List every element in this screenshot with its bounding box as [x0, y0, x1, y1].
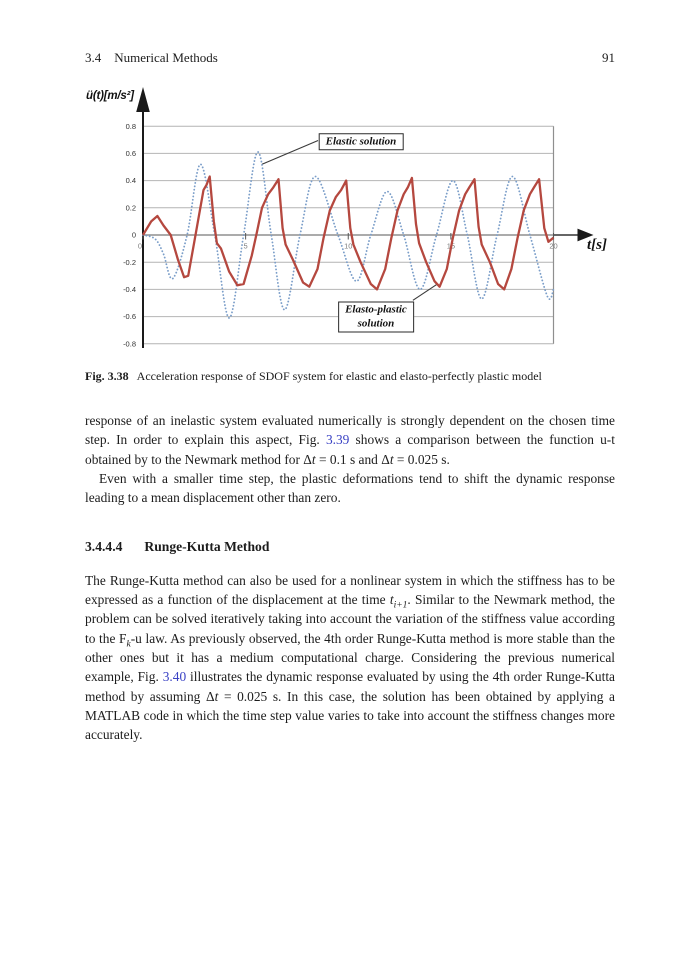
figure-reference-link[interactable]: 3.39: [325, 432, 350, 448]
x-axis-label: t[s]: [587, 237, 607, 253]
page-number: 91: [602, 50, 615, 65]
text-run: response of an inelastic system evaluated numerically is strongly dependent on the chosen time step. In order to explain this aspect, Fig.: [85, 413, 615, 448]
x-tick-label: 20: [549, 241, 558, 251]
figure-reference-link[interactable]: 3.40: [162, 669, 187, 685]
text-run: = 0.1 s and Δ: [315, 451, 390, 467]
x-tick-label: 10: [344, 241, 353, 251]
y-axis-arrow-icon: [136, 87, 150, 112]
figure-3-38-chart: [0, 85, 700, 385]
paragraph-group: [85, 411, 615, 507]
text-run: . Similar to the Newmark method, the problem can be solved iteratively taking into account the variation of the stiffness value according to the F: [85, 592, 615, 646]
y-axis-label: ü(t)[m/s²]: [86, 90, 134, 102]
annotation-pointer-line: [262, 140, 318, 164]
text-run: The Runge-Kutta method can also be used for a nonlinear system in which the stiffness has to be expressed as a function of the displacement at the time: [85, 572, 615, 608]
paragraph: [85, 571, 615, 745]
math-variable: t: [389, 451, 394, 467]
running-head: [85, 50, 615, 66]
body-text: [85, 411, 615, 744]
y-tick-label: -0.4: [123, 285, 136, 294]
figure-caption-text: Acceleration response of SDOF system for elastic and elasto-perfectly plastic model: [136, 369, 542, 383]
y-tick-label: -0.6: [123, 312, 136, 322]
x-tick-label: 0: [137, 241, 143, 251]
text-run: Even with a smaller time step, the plastic deformations tend to shift the dynamic response leading to a mean displacement other than zero.: [85, 470, 615, 506]
text-run: = 0.025 s.: [393, 451, 450, 467]
x-tick-label: 5: [243, 241, 248, 251]
section-number: 3.4: [85, 50, 102, 65]
paragraph-group: [85, 571, 615, 745]
annotation-text-line: solution: [357, 317, 395, 330]
paragraph: [85, 411, 615, 469]
section-heading: [85, 537, 615, 556]
math-variable: t: [214, 688, 219, 704]
math-variable: t: [311, 451, 316, 467]
chart-canvas: [0, 85, 700, 385]
math-subscript: i+1: [393, 600, 408, 611]
x-tick-label: 15: [446, 241, 456, 251]
section-heading-title: Runge-Kutta Method: [144, 539, 270, 555]
y-tick-label: -0.2: [123, 257, 136, 267]
y-tick-label: 0.4: [125, 176, 136, 186]
section-heading-number: 3.4.4.4: [85, 539, 123, 555]
y-tick-label: -0.8: [123, 339, 136, 349]
y-tick-label: 0.6: [125, 149, 136, 158]
chart-annotation-elastic-solution: [319, 133, 404, 151]
annotation-text-line: Elasto-plastic: [345, 303, 407, 316]
text-run: -u law. As previously observed, the 4th order Runge-Kutta method is more stable than the other ones but it has a medium computational charge. Considering the previous numerical example, Fig.: [85, 630, 615, 685]
series-elasto-plastic-solution: [143, 177, 554, 290]
y-tick-label: 0.8: [125, 121, 136, 131]
running-head-title: Numerical Methods: [114, 50, 218, 65]
math-variable: t: [389, 592, 394, 608]
text-run: illustrates the dynamic response evaluated by using the 4th order Runge-Kutta method by assuming Δ: [85, 669, 615, 704]
text-run: shows a comparison between the function u-t obtained by to the Newmark method for Δ: [85, 432, 615, 467]
annotation-text-line: Elastic solution: [325, 135, 397, 148]
figure-caption-label: Fig. 3.38: [85, 369, 129, 383]
text-run: = 0.025 s. In this case, the solution has been obtained by applying a MATLAB code in which the time step value varies to take into account the stiffness changes more accurately.: [85, 688, 615, 743]
chart-annotation-elasto-plastic: [338, 302, 414, 333]
figure-caption: [85, 369, 615, 384]
y-tick-label: 0.2: [125, 203, 136, 213]
math-subscript: k: [126, 639, 131, 650]
y-tick-label: 0: [131, 230, 136, 240]
paragraph: [85, 469, 615, 508]
